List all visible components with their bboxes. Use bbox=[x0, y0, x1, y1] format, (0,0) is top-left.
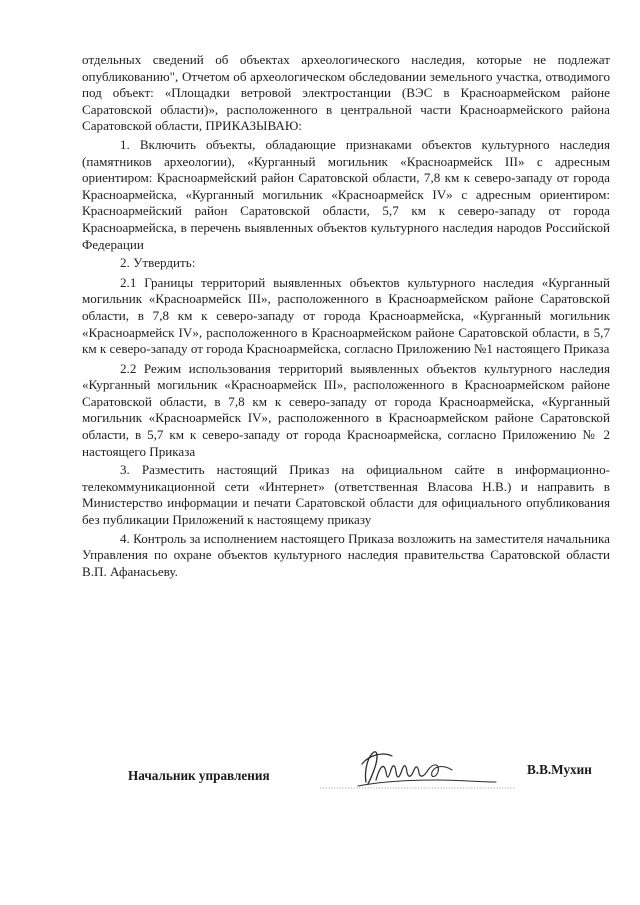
signatory-title: Начальник управления bbox=[128, 768, 270, 783]
paragraph-item-2-2: 2.2 Режим использования территорий выявленных объектов культурного наследия «Курганный могильник «Красноармейск III», расположенного в Красноармейском районе Саратовской области, в 7,8 км к северо-западу от города Красноармейска, «Курганный могильник «Красноармейск IV», расположенного в Красноармейском районе Саратовской области, в 5,7 км к северо-западу от города Красноармейска, согласно Приложению № 2 настоящего Приказа bbox=[82, 360, 610, 459]
paragraph-item-1: 1. Включить объекты, обладающие признаками объектов культурного наследия (памятников археологии), «Курганный могильник «Красноармейск III» с адресным ориентиром: Красноармейский район Саратовской области, 7,8 км к северо-западу от города Красноармейска, «Курганный могильник «Красноармейск IV» с адресным ориентиром: Красноармейский район Саратовской области, 5,7 км к северо-западу от города Красноармейска, в перечень выявленных объектов культурного наследия народов Российской Федерации bbox=[82, 136, 610, 252]
paragraph-item-2: 2. Утвердить: bbox=[120, 255, 196, 271]
document-body bbox=[82, 52, 610, 580]
paragraph-item-3: 3. Разместить настоящий Приказ на официальном сайте в информационно-телекоммуникационной сети «Интернет» (ответственная Власова Н.В.) и направить в Министерство информации и печати Саратовской области для официального опубликования без публикации Приложений к настоящему приказу bbox=[82, 462, 610, 528]
signatory-name: В.В.Мухин bbox=[527, 762, 592, 777]
handwritten-signature bbox=[318, 742, 518, 802]
paragraph-item-2-1: 2.1 Границы территорий выявленных объектов культурного наследия «Курганный могильник «Красноармейск III», расположенного в Красноармейском районе Саратовской области, в 7,8 км к северо-западу от города Красноармейска, «Курганный могильник «Красноармейск IV», расположенного в Красноармейском районе Саратовской области, в 5,7 км к северо-западу от города Красноармейска, согласно Приложению №1 настоящего Приказа bbox=[82, 274, 610, 357]
paragraph-intro: отдельных сведений об объектах археологического наследия, которые не подлежат опубликованию", Отчетом об археологическом обследовании земельного участка, отводимого под объект: «Площадки ветровой электростанции (ВЭС в Красноармейском районе Саратовской области)», расположенного в центральной части Красноармейского района Саратовской области, ПРИКАЗЫВАЮ: bbox=[82, 52, 610, 134]
paragraph-item-4: 4. Контроль за исполнением настоящего Приказа возложить на заместителя начальника Управления по охране объектов культурного наследия правительства Саратовской области В.П. Афанасьеву. bbox=[82, 530, 610, 579]
signature-block bbox=[0, 742, 640, 812]
